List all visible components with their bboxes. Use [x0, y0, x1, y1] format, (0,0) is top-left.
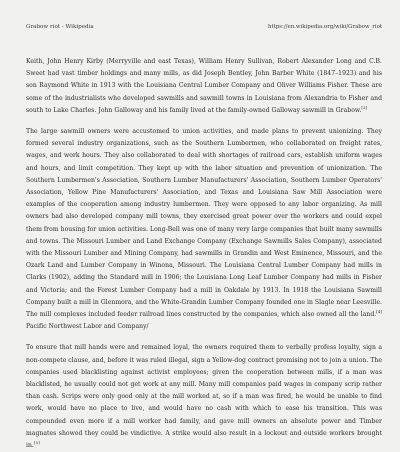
paragraph-text: The large sawmill owners were accustomed to union activities, and made plans to prevent unionizing. They formed several industry organizations, such as the Southern Lumbermen, who collaborated on freight rates, wages, and work hours. They also collaborated to deal with shortages of railroad cars, establish uniform wages and hours, and limit competition. They kept up with the labor situation and prevention of unionization. The Southern Lumbermen's Association, Southern Lumber Manufacturers' Association, Southern Lumber Operators' Association, Yellow Pine Manufacturers' Association, and Texas and Louisiana Saw Mill Association were examples of the cooperation among industry lumbermen. They were opposed to any labor organizing. As mill owners had also developed company mill towns, they exercised great power over the workers and could expel them from housing for union activities. Long-Bell was one of many very large companies that built many sawmills and towns. The Missouri Lumber and Land Exchange Company (Exchange Sawmills Sales Company), associated with the Missouri Lumber and Mining Company, had sawmills in Grandin and West Eminence, Missouri, and the Ozark Land and Lumber Company in Winona, Missouri. The Louisiana Central Lumber Company had mills in Clarks (1902), adding the Standard mill in 1906; the Louisiana Long Leaf Lumber Company had mills in Fisher and Victoria; and the Forest Lumber Company had a mill in Oakdale by 1913. In 1918 the Louisiana Sawmill Company built a mill in Glenmora, and the White-Grandin Lumber Company founded one in Slagle near Leesville. The mill complexes included feeder railroad lines constructed by the companies, which also owned all the land. — [26, 128, 382, 319]
paragraph-1 — [26, 56, 382, 117]
paragraph-3 — [26, 342, 382, 452]
paragraph-2 — [26, 126, 382, 333]
header-page-title: Grabow riot - Wikipedia — [26, 24, 94, 30]
citation-ref[interactable]: [4] — [376, 309, 382, 315]
header-url: https://en.wikipedia.org/wiki/Grabow_riot — [268, 24, 382, 30]
article-body — [26, 56, 382, 452]
paragraph-text: To ensure that mill hands were and remained loyal, the owners required them to verbally profess loyalty, sign a non-compete clause, and, before it was ruled illegal, sign a Yellow-dog contract promising not to join a union. The companies used blacklisting against activist employees; given the cooperation between mills, if a man was blacklisted, he usually could not get work at any mill. Many mill companies paid wages in company scrip rather than cash. Scrips were only good only at the mill worked at, so if a man was fired, he would be unable to find work, would have no place to live, and would have no cash with which to ease his transition. This was compounded even more if a mill worker had family, and gave mill owners an absolute power and Timber magnates showed they could be vindictive. A strike would also result in a lockout and outside workers brought in. — [26, 344, 382, 450]
citation-ref[interactable]: [5] — [33, 440, 40, 446]
citation-ref[interactable]: [3] — [361, 104, 368, 110]
print-header — [26, 0, 382, 31]
paragraph-text: Keith, John Henry Kirby (Merryville and east Texas), William Henry Sullivan, Robert Alexander Long and C.B. Sweet had vast timber holdings and many mills, as did Joseph Bentley, John Barber White (1847–1923) and his son Raymond White in 1913 with the Louisiana Central Lumber Company and Oliver Williams Fisher. These are some of the industrialists who developed sawmills and sawmill towns in Louisiana from Alexandria to Fisher and south to Lake Charles. John Galloway and his family lived at the family-owned Galloway sawmill in Grabow. — [26, 58, 382, 114]
paragraph-tail: Pacific Northwest Labor and Company/ — [26, 323, 149, 331]
